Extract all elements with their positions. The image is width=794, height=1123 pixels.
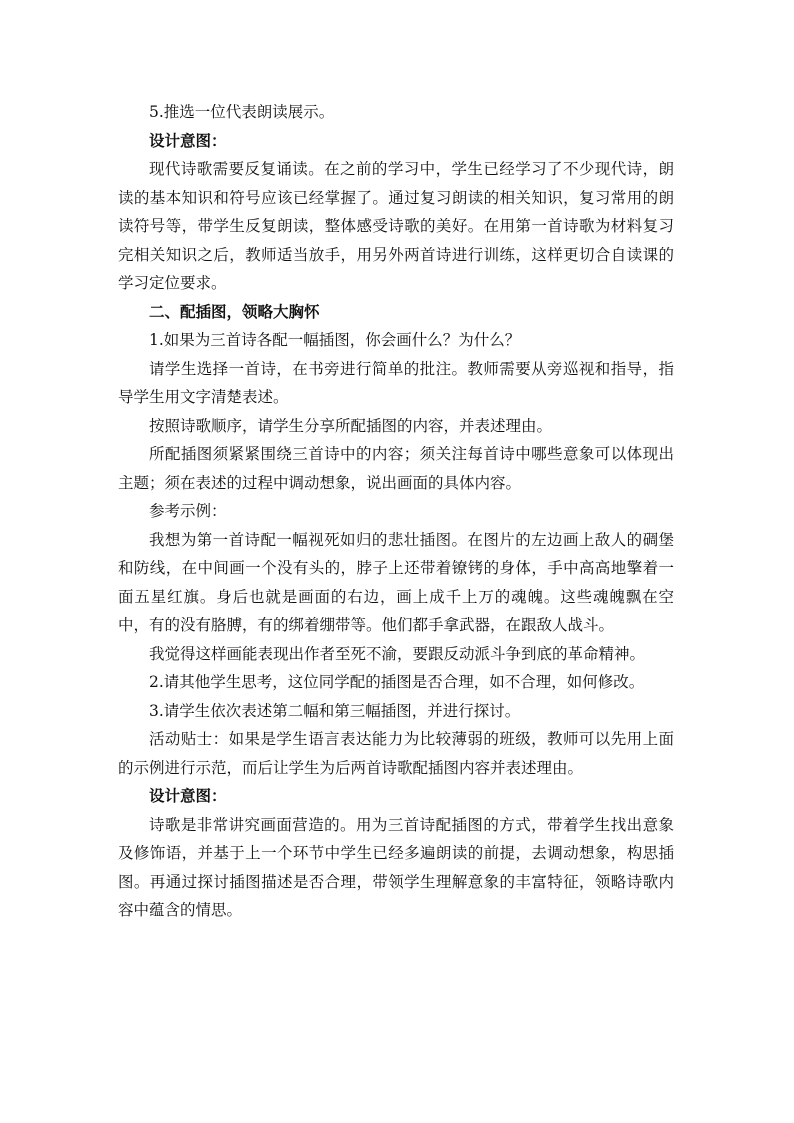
share-instruction-paragraph: 按照诗歌顺序，请学生分享所配插图的内容，并表述理由。 — [149, 416, 553, 435]
design-intent-paragraph-2: 诗歌是非常讲究画面营造的。用为三首诗配插图的方式，带着学生找出意象及修饰语，并基于上一个环节中学生已经多遍朗读的前提，去调动想象，构思插图。再通过探讨插图描述是否合理，带领学生理解意象的丰富特征，领略诗歌内容中蕴含的情思。 — [118, 815, 674, 919]
design-intent-paragraph-1: 现代诗歌需要反复诵读。在之前的学习中，学生已经学习了不少现代诗，朗读的基本知识和符号应该已经掌握了。通过复习朗读的相关知识，复习常用的朗读符号等，带学生反复朗读，整体感受诗歌的美好。在用第一首诗歌为材料复习完相关知识之后，教师适当放手，用另外两首诗进行训练，这样更切合自读课的学习定位要求。 — [118, 160, 674, 292]
question-2-paragraph: 2.请其他学生思考，这位同学配的插图是否合理，如不合理，如何修改。 — [149, 673, 645, 691]
activity-tip-paragraph: 活动贴士：如果是学生语言表达能力为比较薄弱的班级，教师可以先用上面的示例进行示范，而后让学生为后两首诗歌配插图内容并表述理由。 — [118, 730, 674, 777]
design-intent-heading-1: 设计意图： — [149, 130, 227, 150]
illustration-requirements-paragraph: 所配插图须紧紧围绕三首诗中的内容；须关注每首诗中哪些意象可以体现出主题；须在表述的过程中调动想象，说出画面的具体内容。 — [118, 445, 674, 492]
step-5-paragraph: 5.推选一位代表朗读展示。 — [149, 103, 335, 121]
example-label: 参考示例： — [149, 502, 227, 520]
document-body — [118, 98, 674, 925]
example-paragraph: 我想为第一首诗配一幅视死如归的悲壮插图。在图片的左边画上敌人的碉堡和防线，在中间画一个没有头的，脖子上还带着镣铐的身体，手中高高地擎着一面五星红旗。身后也就是画面的右边，画上成千上万的魂魄。这些魂魄飘在空中，有的没有胳膊，有的绑着绷带等。他们都手拿武器，在跟敌人战斗。 — [118, 530, 674, 634]
question-3-paragraph: 3.请学生依次表述第二幅和第三幅插图，并进行探讨。 — [149, 701, 521, 720]
question-1-paragraph: 1.如果为三首诗各配一幅插图，你会画什么？为什么？ — [149, 331, 521, 349]
annotation-instruction-paragraph: 请学生选择一首诗，在书旁进行简单的批注。教师需要从旁巡视和指导，指导学生用文字清楚表述。 — [118, 359, 674, 406]
section-2-heading: 二、配插图，领略大胸怀 — [149, 301, 320, 321]
example-reason-paragraph: 我觉得这样画能表现出作者至死不渝，要跟反动派斗争到底的革命精神。 — [149, 644, 646, 663]
design-intent-heading-2: 设计意图： — [149, 786, 227, 805]
